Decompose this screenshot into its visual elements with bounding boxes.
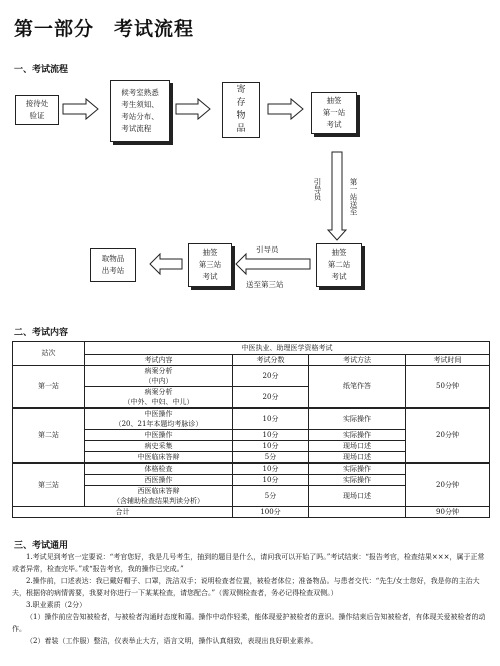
station-1-label: 第一站	[13, 366, 85, 409]
table-cell: 病案分析	[85, 387, 233, 398]
table-cell	[309, 507, 406, 518]
general-note-1: 1.考试见到考官一定要说：“考官您好，我是几号考生，抽到的题目是什么，请问我可以开始了吗。”考试结束：“报告考官，检查结果×××，属于正常或者异常，检查完毕。”或“报告考官，我的操作已完成。”	[12, 553, 485, 573]
table-cell: 中医临床答辩	[85, 452, 233, 464]
table-cell: 20分钟	[406, 408, 490, 463]
header-score: 考试分数	[233, 355, 309, 366]
header-content: 考试内容	[85, 355, 233, 366]
table-cell: 50分钟	[406, 366, 490, 409]
flow-box-station-1: 抽签 第一站 考试	[311, 92, 357, 134]
flow-label-send-horizontal: 送至第三站	[246, 280, 284, 289]
table-cell: 10分	[233, 441, 309, 452]
table-cell: 中医操作	[85, 408, 233, 419]
table-cell: 现场口述	[309, 486, 406, 507]
table-cell: 实际操作	[309, 463, 406, 475]
table-cell: 中医操作	[85, 430, 233, 441]
arrow-left-1	[236, 254, 310, 274]
arrow-right-2	[176, 99, 210, 119]
arrow-right-1	[63, 99, 98, 119]
table-cell: 20分	[233, 366, 309, 387]
table-cell: （20、21年本题均考脉诊）	[85, 419, 233, 430]
general-notes	[12, 551, 490, 647]
table-cell: 病史采集	[85, 441, 233, 452]
table-cell: 5分	[233, 486, 309, 507]
header-title: 中医执业、助理医学资格考试	[85, 342, 490, 355]
station-2-label: 第二站	[13, 408, 85, 463]
section-heading-general: 三、考试通用	[14, 541, 69, 551]
general-note-4: （1）操作前应告知被检者，与被检者沟通时态度和蔼。操作中动作轻柔，能体现爱护被检者的意识。操作结束后告知被检者，有体现关爱被检者的动作。	[12, 613, 486, 633]
header-time: 考试时间	[406, 355, 490, 366]
header-method: 考试方法	[309, 355, 406, 366]
arrow-left-2	[150, 254, 182, 274]
general-note-3: 3.职业素质（2分）	[26, 601, 87, 609]
arrow-down	[328, 152, 346, 240]
table-cell: 现场口述	[309, 452, 406, 464]
table-cell: 10分	[233, 408, 309, 430]
page-title: 第一部分 考试流程	[14, 18, 195, 40]
table-cell: 西医操作	[85, 475, 233, 486]
flow-box-waiting-room: 候考室熟悉 考生须知、 考站分布、 考试流程	[110, 80, 170, 142]
section-heading-exam-flow: 一、考试流程	[14, 65, 69, 75]
table-cell: 实际操作	[309, 408, 406, 430]
flow-box-station-2: 抽签 第二站 考试	[316, 243, 362, 287]
station-3-label: 第三站	[13, 463, 85, 507]
total-score: 100分	[233, 507, 309, 518]
exam-content-table	[12, 341, 490, 518]
table-cell: （中内）	[85, 376, 233, 387]
general-note-2: 2.操作前，口述表达：我已戴好帽子、口罩，洗洁双手；说明检查者位置，被检者体位；准备物品。与患者交代：“先生/女士您好，我是你的主治大夫，根据你的病情需要，我要对你进行一下某某检查，请您配合。”（需双侧检查者，务必记得检查双侧。）	[12, 577, 480, 597]
table-cell: 纸笔作答	[309, 366, 406, 409]
arrow-right-3	[268, 99, 303, 119]
table-cell: 10分	[233, 463, 309, 475]
table-cell: 实际操作	[309, 430, 406, 441]
flow-box-reception: 接待处 验证	[15, 95, 59, 125]
general-note-5: （2）着装（工作服）整洁，仪表举止大方，语言文明，操作认真细致，表现出良好职业素养。	[26, 637, 318, 645]
table-cell: 10分	[233, 430, 309, 441]
table-cell: 10分	[233, 475, 309, 486]
total-label: 合计	[13, 507, 233, 518]
flow-box-station-3: 抽签 第三站 考试	[188, 243, 232, 287]
total-time: 90分钟	[406, 507, 490, 518]
flow-box-pickup: 取物品 出考站	[90, 248, 136, 282]
table-cell: 20分	[233, 387, 309, 409]
table-cell: 现场口述	[309, 441, 406, 452]
flow-label-send-vertical: 第一站送至	[349, 178, 358, 216]
table-cell: 实际操作	[309, 475, 406, 486]
header-station: 站次	[13, 342, 85, 366]
table-cell: 体格检查	[85, 463, 233, 475]
flow-box-storage: 寄 存 物 品	[222, 82, 260, 138]
table-cell: （中外、中妇、中儿）	[85, 397, 233, 408]
flow-label-guide-vertical: 引导员	[313, 178, 322, 201]
table-cell: 5分	[233, 452, 309, 464]
flow-label-guide-horizontal: 引导员	[256, 245, 279, 254]
table-cell: 病案分析	[85, 366, 233, 377]
table-cell: 西医临床答辩	[85, 486, 233, 497]
table-cell: （含辅助检查结果判读分析）	[85, 496, 233, 507]
table-cell: 20分钟	[406, 463, 490, 507]
section-heading-exam-content: 二、考试内容	[14, 328, 69, 338]
